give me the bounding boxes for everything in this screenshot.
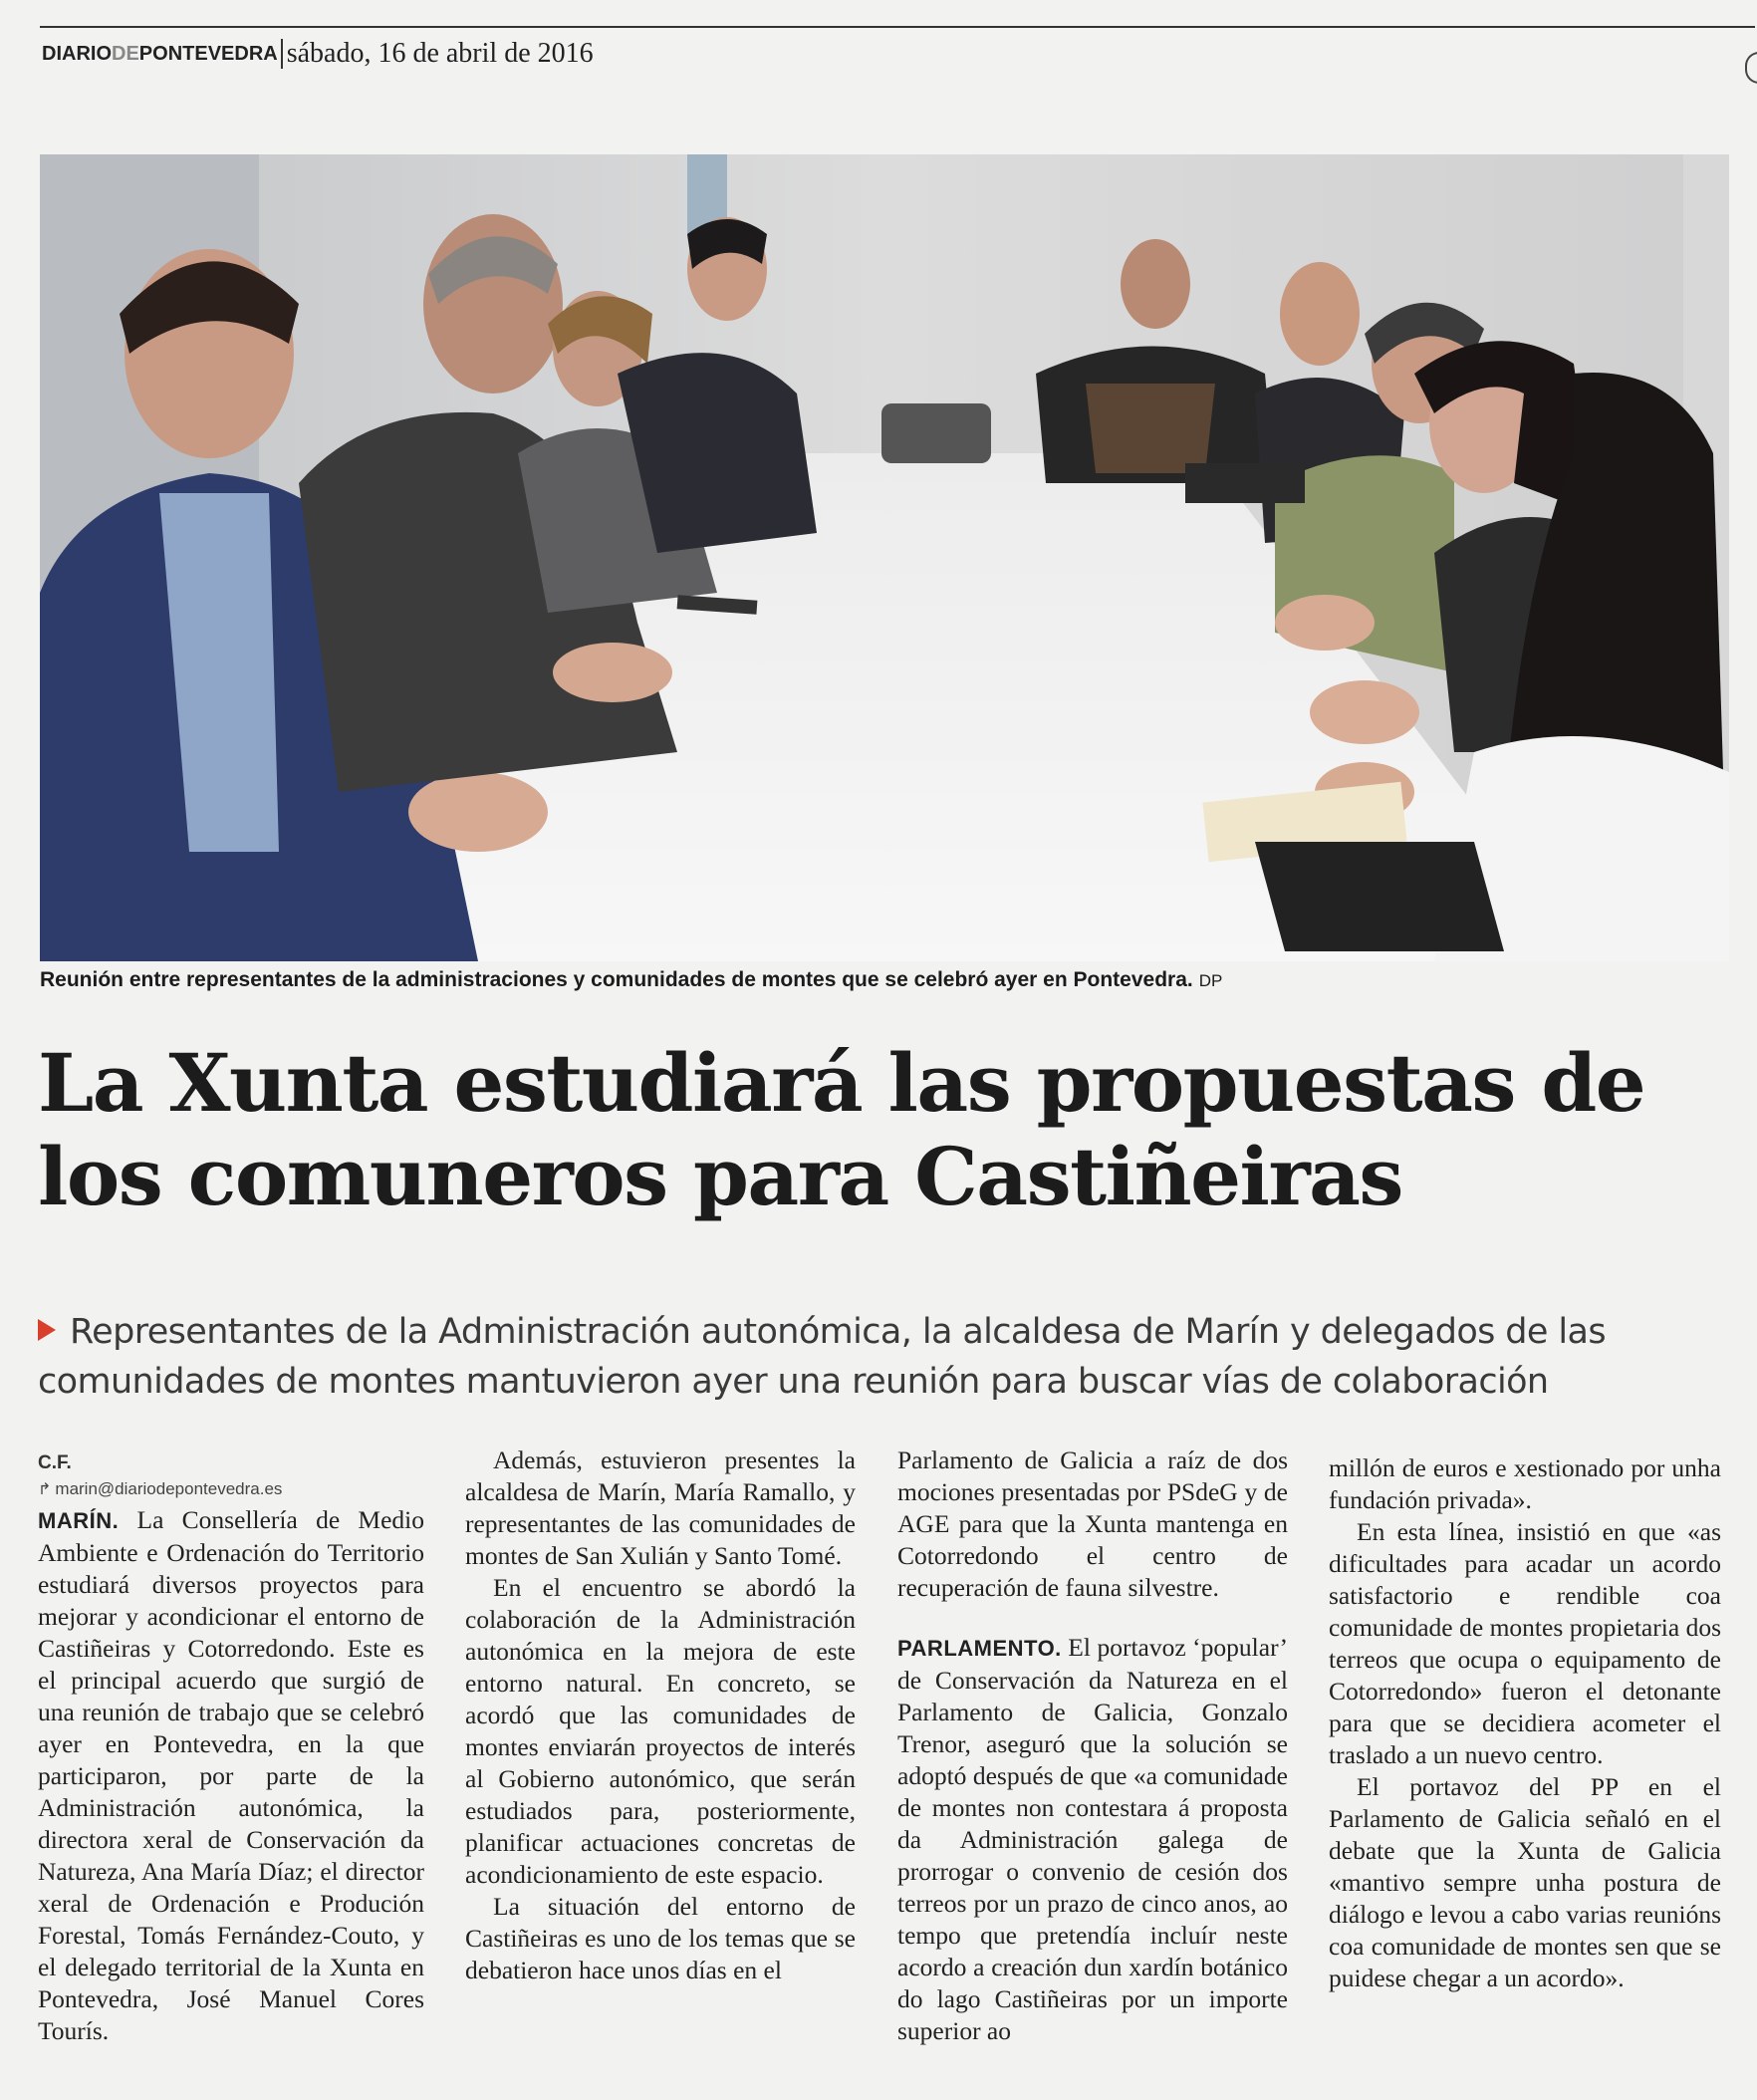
dateline: MARÍN. <box>38 1508 120 1533</box>
paragraph: El portavoz del PP en el Parlamento de Galicia señaló en el debate que la Xunta de Galicia «mantivo sempre unha postura de diálogo e levou a cabo varias reunións coa comunidade de montes sen que se puidese chegar a un acordo». <box>1329 1772 1721 1992</box>
paragraph: PARLAMENTO. El portavoz ‘popular’ de Conservación da Natureza en el Parlamento de Galicia, Gonzalo Trenor, aseguró que la solución se adoptó después de que «a comunidade de montes non contestara á proposta da Administración galega de prorrogar o convenio de cesión dos terreos por un prazo de cinco anos, ao tempo que pretendía incluír neste acordo a creación dun xardín botánico do lago Castiñeiras por un importe superior ao <box>897 1633 1288 2045</box>
paragraph: Además, estuvieron presentes la alcaldesa de Marín, María Ramallo, y representantes de las comunidades de montes de San Xulián y Santo Tomé. <box>465 1445 856 1570</box>
paragraph: La situación del entorno de Castiñeiras es uno de los temas que se debatieron hace unos días en el <box>465 1892 856 1984</box>
page-header <box>42 34 594 74</box>
paragraph: En esta línea, insistió en que «as dificultades para acadar un acordo satisfactorio e rendible coa comunidade de montes propietaria dos terreos que ocupa o equipamento de Cotorredondo» fueron el detonante para que se decidiera acometer el traslado a un nuevo centro. <box>1329 1517 1721 1769</box>
page-corner-mark <box>1745 52 1757 84</box>
triangle-bullet-icon <box>38 1319 56 1341</box>
paragraph: Parlamento de Galicia a raíz de dos mociones presentadas por PSdeG y de AGE para que la Xunta mantenga en Cotorredondo el centro de recuperación de fauna silvestre. <box>897 1445 1288 1602</box>
top-rule <box>40 26 1755 28</box>
article-column-3 <box>897 1444 1288 2047</box>
newspaper-logo: DIARIODEPONTEVEDRA <box>42 42 278 65</box>
meeting-photo <box>40 154 1729 961</box>
author-email[interactable]: ↱ marin@diariodepontevedra.es <box>38 1479 283 1498</box>
photo-credit: DP <box>1198 971 1223 990</box>
section-lead: PARLAMENTO. <box>897 1636 1062 1661</box>
email-arrow-icon: ↱ <box>38 1481 52 1498</box>
author-byline: C.F. <box>38 1452 72 1473</box>
issue-date: sábado, 16 de abril de 2016 <box>286 38 594 69</box>
paragraph: En el encuentro se abordó la colaboración de la Administración autonómica en la mejora de este entorno natural. En concreto, se acordó que las comunidades de montes enviarán proyectos de interés al Gobierno autonómico, que serán estudiados para, posteriormente, planificar actuaciones concretas de acondicionamiento de este espacio. <box>465 1573 856 1889</box>
article-column-4 <box>1329 1452 1721 1994</box>
photo-caption: Reunión entre representantes de la administraciones y comunidades de montes que se celebró ayer en Pontevedra. DP <box>40 968 1223 991</box>
article-column-1 <box>38 1449 424 2047</box>
header-separator <box>281 39 283 69</box>
subheadline: Representantes de la Administración autonómica, la alcaldesa de Marín y delegados de las comunidades de montes mantuvieron ayer una reunión para buscar vías de colaboración <box>38 1312 1606 1402</box>
paragraph: MARÍN. La Consellería de Medio Ambiente e Ordenación do Territorio estudiará diversos proyectos para mejorar y acondicionar el entorno de Castiñeiras y Cotorredondo. Este es el principal acuerdo que surgió de una reunión de trabajo que se celebró ayer en Pontevedra, en la que participaron, por parte de la Administración autonómica, la directora xeral de Conservación da Natureza, Ana María Díaz; el director xeral de Ordenación e Produción Forestal, Tomás Fernández-Couto, y el delegado territorial de la Xunta en Pontevedra, José Manuel Cores Tourís. <box>38 1505 425 2045</box>
headline-line-1: La Xunta estudiará las propuestas de <box>38 1036 1645 1130</box>
article-column-2 <box>465 1444 856 1986</box>
headline <box>38 1036 1731 1223</box>
headline-line-2: los comuneros para Castiñeiras <box>38 1130 1402 1223</box>
paragraph: millón de euros e xestionado por unha fundación privada». <box>1329 1453 1721 1514</box>
